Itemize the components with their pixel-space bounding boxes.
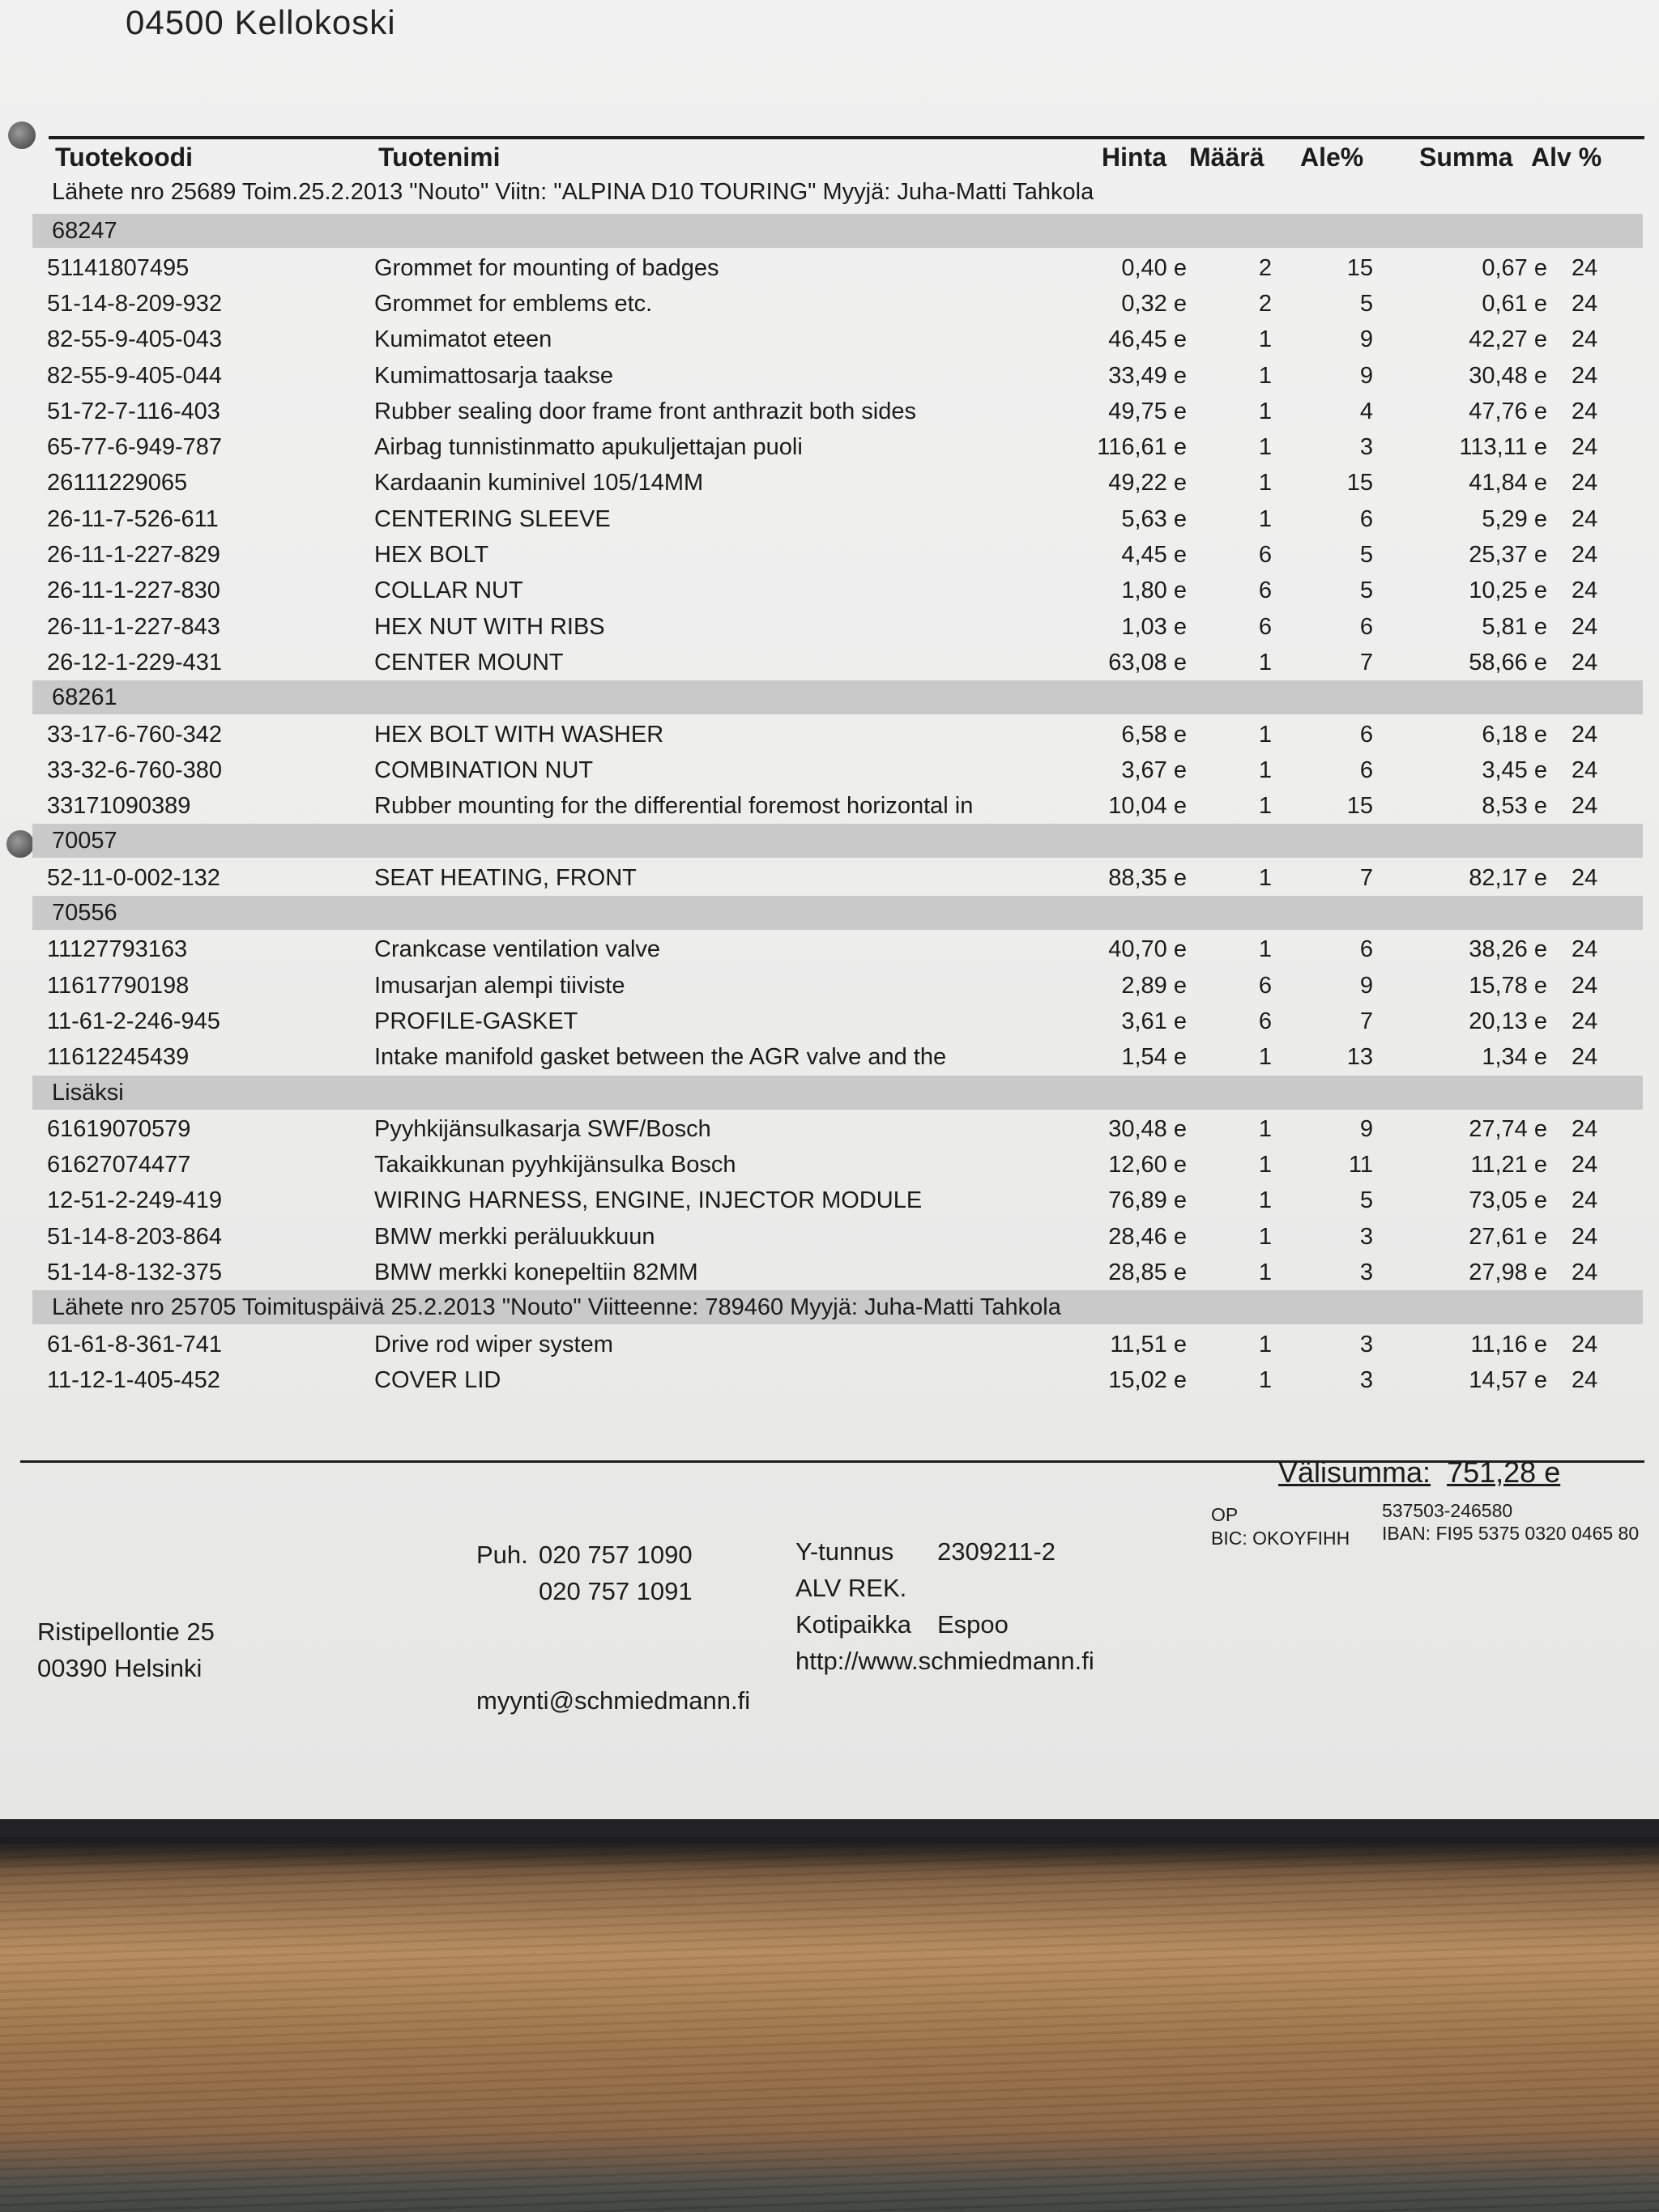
cell-price: 3,67 e xyxy=(1121,757,1187,783)
table-row xyxy=(0,1111,1659,1147)
cell-qty: 6 xyxy=(1258,1008,1272,1034)
bank-iban: IBAN: FI95 5375 0320 0465 80 xyxy=(1382,1523,1640,1544)
cell-discount: 13 xyxy=(1346,1044,1373,1071)
cell-qty: 1 xyxy=(1258,649,1272,676)
cell-code: 82-55-9-405-044 xyxy=(47,362,223,389)
cell-name: BMW merkki peräluukkuun xyxy=(374,1223,655,1250)
cell-discount: 5 xyxy=(1359,1187,1373,1214)
cell-qty: 1 xyxy=(1258,757,1272,783)
phone-label: Puh. xyxy=(476,1541,528,1569)
cell-code: 51141807495 xyxy=(47,254,190,281)
table-row xyxy=(0,1183,1659,1218)
bank-bic: BIC: OKOYFIHH xyxy=(1211,1528,1350,1549)
cell-price: 33,49 e xyxy=(1108,362,1187,389)
table-row xyxy=(0,1327,1659,1362)
cell-price: 30,48 e xyxy=(1108,1115,1187,1142)
cell-discount: 15 xyxy=(1346,254,1373,281)
cell-discount: 9 xyxy=(1359,972,1373,999)
bank-name: OP xyxy=(1211,1504,1239,1525)
table-row xyxy=(0,286,1659,322)
cell-price: 116,61 e xyxy=(1097,434,1187,461)
cell-code: 26111229065 xyxy=(47,470,188,497)
binder-ring-icon xyxy=(8,121,36,149)
website-link[interactable]: http://www.schmiedmann.fi xyxy=(795,1647,1094,1675)
alv-registration: ALV REK. xyxy=(795,1574,907,1602)
cell-discount: 3 xyxy=(1359,1259,1373,1285)
cell-price: 4,45 e xyxy=(1121,542,1187,568)
cell-sum: 3,45 e xyxy=(1482,757,1547,783)
cell-name: Drive rod wiper system xyxy=(374,1331,613,1357)
cell-qty: 1 xyxy=(1258,362,1272,389)
cell-vat: 24 xyxy=(1572,936,1598,963)
cell-discount: 6 xyxy=(1359,936,1373,963)
cell-vat: 24 xyxy=(1572,793,1598,820)
cell-vat: 24 xyxy=(1572,290,1598,317)
cell-name: Kumimattosarja taakse xyxy=(374,362,613,389)
cell-code: 11617790198 xyxy=(47,972,190,999)
cell-vat: 24 xyxy=(1572,398,1598,424)
cell-code: 11-61-2-246-945 xyxy=(47,1008,220,1034)
subtotal-value: 751,28 e xyxy=(1447,1455,1561,1489)
column-header-vat: Alv % xyxy=(1531,143,1602,172)
cell-sum: 41,84 e xyxy=(1469,470,1547,497)
cell-sum: 6,18 e xyxy=(1482,721,1547,748)
subtotal-label: Välisumma: xyxy=(1278,1455,1431,1489)
cell-vat: 24 xyxy=(1572,326,1598,353)
table-row xyxy=(0,322,1659,357)
cell-code: 11612245439 xyxy=(47,1044,190,1071)
cell-discount: 11 xyxy=(1348,1152,1373,1178)
cell-price: 49,75 e xyxy=(1108,398,1187,424)
kotipaikka-value: Espoo xyxy=(937,1610,1009,1639)
cell-discount: 6 xyxy=(1359,721,1373,748)
cell-code: 33171090389 xyxy=(47,793,191,820)
group-label-band xyxy=(32,824,1643,858)
binder-ring-icon xyxy=(6,830,34,858)
cell-price: 76,89 e xyxy=(1108,1187,1187,1214)
cell-code: 26-11-1-227-829 xyxy=(47,542,220,568)
cell-price: 6,58 e xyxy=(1121,721,1187,748)
cell-name: COLLAR NUT xyxy=(374,578,523,604)
cell-sum: 42,27 e xyxy=(1469,326,1547,353)
bank-account: 537503-246580 xyxy=(1382,1500,1513,1521)
cell-vat: 24 xyxy=(1572,362,1598,389)
cell-price: 11,51 e xyxy=(1110,1331,1187,1357)
cell-vat: 24 xyxy=(1572,1008,1598,1034)
table-row xyxy=(0,968,1659,1004)
table-row xyxy=(0,394,1659,429)
delivery-note-1: Lähete nro 25689 Toim.25.2.2013 "Nouto" Viitn: "ALPINA D10 TOURING" Myyjä: Juha-Matti Tahkola xyxy=(52,179,1094,205)
cell-name: COMBINATION NUT xyxy=(374,757,594,783)
table-row xyxy=(0,358,1659,394)
cell-name: Kumimatot eteen xyxy=(374,326,552,353)
cell-name: Pyyhkijänsulkasarja SWF/Bosch xyxy=(374,1115,711,1142)
street-address: Ristipellontie 25 xyxy=(37,1617,215,1646)
cell-discount: 6 xyxy=(1359,505,1373,532)
cell-discount: 3 xyxy=(1359,434,1373,461)
table-row xyxy=(0,609,1659,645)
table-row xyxy=(0,788,1659,824)
cell-discount: 15 xyxy=(1346,470,1373,497)
cell-sum: 30,48 e xyxy=(1469,362,1547,389)
cell-sum: 5,81 e xyxy=(1482,613,1547,640)
ytunnus-value: 2309211-2 xyxy=(937,1537,1056,1566)
cell-sum: 27,61 e xyxy=(1469,1223,1547,1250)
cell-name: SEAT HEATING, FRONT xyxy=(374,864,637,891)
cell-name: CENTERING SLEEVE xyxy=(374,505,611,532)
cell-code: 82-55-9-405-043 xyxy=(47,326,223,353)
cell-qty: 1 xyxy=(1258,1115,1272,1142)
cell-sum: 11,21 e xyxy=(1470,1152,1547,1178)
cell-qty: 6 xyxy=(1258,613,1272,640)
cell-name: Takaikkunan pyyhkijänsulka Bosch xyxy=(374,1152,736,1178)
cell-discount: 9 xyxy=(1359,1115,1373,1142)
cell-sum: 11,16 e xyxy=(1470,1331,1547,1357)
table-row xyxy=(0,1219,1659,1255)
cell-code: 33-32-6-760-380 xyxy=(47,757,223,783)
group-label-band xyxy=(32,1076,1643,1110)
cell-discount: 3 xyxy=(1359,1331,1373,1357)
cell-vat: 24 xyxy=(1572,649,1598,676)
cell-name: CENTER MOUNT xyxy=(374,649,564,676)
cell-price: 1,54 e xyxy=(1121,1044,1187,1071)
cell-name: HEX BOLT xyxy=(374,542,489,568)
table-row xyxy=(0,465,1659,501)
cell-sum: 73,05 e xyxy=(1469,1187,1547,1214)
cell-sum: 38,26 e xyxy=(1469,936,1547,963)
cell-price: 12,60 e xyxy=(1108,1152,1187,1178)
table-row xyxy=(0,573,1659,608)
cell-name: Intake manifold gasket between the AGR valve and the xyxy=(374,1044,947,1071)
cell-name: Crankcase ventilation valve xyxy=(374,936,661,963)
cell-discount: 9 xyxy=(1359,362,1373,389)
cell-qty: 1 xyxy=(1258,864,1272,891)
subtotal xyxy=(1278,1455,1560,1490)
cell-qty: 1 xyxy=(1258,1331,1272,1357)
cell-vat: 24 xyxy=(1572,254,1598,281)
cell-vat: 24 xyxy=(1572,1187,1598,1214)
cell-vat: 24 xyxy=(1572,1152,1598,1178)
cell-sum: 8,53 e xyxy=(1482,793,1547,820)
kotipaikka-label: Kotipaikka xyxy=(795,1610,912,1639)
cell-name: BMW merkki konepeltiin 82MM xyxy=(374,1259,698,1285)
cell-sum: 113,11 e xyxy=(1459,434,1547,461)
cell-name: PROFILE-GASKET xyxy=(374,1008,578,1034)
cell-code: 52-11-0-002-132 xyxy=(47,864,220,891)
cell-price: 15,02 e xyxy=(1108,1366,1187,1393)
cell-price: 88,35 e xyxy=(1108,864,1187,891)
cell-qty: 2 xyxy=(1258,290,1272,317)
cell-code: 61-61-8-361-741 xyxy=(47,1331,223,1357)
cell-qty: 1 xyxy=(1258,1152,1272,1178)
cell-sum: 5,29 e xyxy=(1482,505,1547,532)
cell-price: 63,08 e xyxy=(1108,649,1187,676)
cell-sum: 0,67 e xyxy=(1482,254,1547,281)
cell-vat: 24 xyxy=(1572,757,1598,783)
cell-qty: 1 xyxy=(1258,1366,1272,1393)
cell-vat: 24 xyxy=(1572,1259,1598,1285)
group-label: Lisäksi xyxy=(52,1079,124,1106)
cell-name: Imusarjan alempi tiiviste xyxy=(374,972,625,999)
cell-sum: 10,25 e xyxy=(1469,578,1547,604)
cell-qty: 1 xyxy=(1258,721,1272,748)
cell-discount: 7 xyxy=(1359,864,1373,891)
cell-sum: 15,78 e xyxy=(1469,972,1547,999)
cell-vat: 24 xyxy=(1572,578,1598,604)
cell-vat: 24 xyxy=(1572,1366,1598,1393)
cell-code: 26-11-1-227-830 xyxy=(47,578,220,604)
cell-price: 28,46 e xyxy=(1108,1223,1187,1250)
cell-price: 49,22 e xyxy=(1108,470,1187,497)
group-label-band xyxy=(32,214,1643,248)
table-top-rule xyxy=(49,136,1644,139)
ytunnus-label: Y-tunnus xyxy=(795,1537,894,1566)
table-row xyxy=(0,645,1659,680)
group-label: 70057 xyxy=(52,828,117,855)
cell-qty: 1 xyxy=(1258,434,1272,461)
cell-name: Grommet for mounting of badges xyxy=(374,254,719,281)
cell-vat: 24 xyxy=(1572,1331,1598,1357)
cell-price: 10,04 e xyxy=(1108,793,1187,820)
cell-qty: 1 xyxy=(1258,1187,1272,1214)
cell-price: 46,45 e xyxy=(1108,326,1187,353)
cell-vat: 24 xyxy=(1572,613,1598,640)
cell-code: 33-17-6-760-342 xyxy=(47,721,223,748)
cell-code: 26-11-7-526-611 xyxy=(47,505,219,532)
cell-code: 51-14-8-132-375 xyxy=(47,1259,223,1285)
cell-discount: 7 xyxy=(1359,1008,1373,1034)
cell-discount: 5 xyxy=(1359,578,1373,604)
cell-vat: 24 xyxy=(1572,1115,1598,1142)
cell-vat: 24 xyxy=(1572,721,1598,748)
cell-code: 26-11-1-227-843 xyxy=(47,613,220,640)
cell-code: 61619070579 xyxy=(47,1115,191,1142)
table-row xyxy=(0,860,1659,896)
cell-qty: 1 xyxy=(1258,1044,1272,1071)
cell-vat: 24 xyxy=(1572,470,1598,497)
cell-discount: 5 xyxy=(1359,290,1373,317)
cell-price: 0,32 e xyxy=(1121,290,1187,317)
table-row xyxy=(0,931,1659,967)
cell-qty: 1 xyxy=(1258,470,1272,497)
cell-sum: 1,34 e xyxy=(1482,1044,1547,1071)
cell-code: 26-12-1-229-431 xyxy=(47,649,223,676)
cell-discount: 3 xyxy=(1359,1366,1373,1393)
group-label: 68261 xyxy=(52,684,117,711)
cell-name: Grommet for emblems etc. xyxy=(374,290,653,317)
cell-name: Kardaanin kuminivel 105/14MM xyxy=(374,470,704,497)
cell-price: 1,03 e xyxy=(1121,613,1187,640)
phone-2: 020 757 1091 xyxy=(539,1577,693,1605)
cell-qty: 6 xyxy=(1258,542,1272,568)
group-label-band xyxy=(32,896,1643,930)
cell-vat: 24 xyxy=(1572,1044,1598,1071)
table-row xyxy=(0,250,1659,286)
cell-code: 51-14-8-209-932 xyxy=(47,290,223,317)
cell-vat: 24 xyxy=(1572,434,1598,461)
cell-price: 5,63 e xyxy=(1121,505,1187,532)
table-row xyxy=(0,1004,1659,1039)
city-address: 00390 Helsinki xyxy=(37,1654,203,1682)
group-label: 68247 xyxy=(52,218,117,245)
cell-name: HEX NUT WITH RIBS xyxy=(374,613,605,640)
cell-code: 51-14-8-203-864 xyxy=(47,1223,223,1250)
wooden-desk xyxy=(0,1839,1659,2212)
cell-price: 3,61 e xyxy=(1121,1008,1187,1034)
table-row xyxy=(0,1039,1659,1075)
table-row xyxy=(0,752,1659,788)
cell-qty: 1 xyxy=(1258,505,1272,532)
table-row xyxy=(0,717,1659,752)
cell-name: Airbag tunnistinmatto apukuljettajan puoli xyxy=(374,434,803,461)
cell-qty: 6 xyxy=(1258,578,1272,604)
table-row xyxy=(0,429,1659,465)
cell-name: Rubber mounting for the differential foremost horizontal in xyxy=(374,793,974,820)
cell-name: WIRING HARNESS, ENGINE, INJECTOR MODULE xyxy=(374,1187,923,1214)
cell-sum: 27,98 e xyxy=(1469,1259,1547,1285)
column-header-qty: Määrä xyxy=(1189,143,1265,172)
cell-sum: 27,74 e xyxy=(1469,1115,1547,1142)
cell-qty: 1 xyxy=(1258,793,1272,820)
table-row xyxy=(0,501,1659,537)
column-header-discount: Ale% xyxy=(1300,143,1364,172)
cell-price: 28,85 e xyxy=(1108,1259,1187,1285)
cell-discount: 6 xyxy=(1359,757,1373,783)
cell-discount: 4 xyxy=(1359,398,1373,424)
cell-vat: 24 xyxy=(1572,972,1598,999)
cell-sum: 20,13 e xyxy=(1469,1008,1547,1034)
cell-qty: 1 xyxy=(1258,936,1272,963)
cell-vat: 24 xyxy=(1572,505,1598,532)
table-row xyxy=(0,1147,1659,1183)
cell-code: 51-72-7-116-403 xyxy=(47,398,220,424)
cell-price: 1,80 e xyxy=(1121,578,1187,604)
cell-qty: 1 xyxy=(1258,1259,1272,1285)
column-header-name: Tuotenimi xyxy=(378,143,501,172)
cell-sum: 58,66 e xyxy=(1469,649,1547,676)
cell-qty: 1 xyxy=(1258,326,1272,353)
cell-name: COVER LID xyxy=(374,1366,501,1393)
cell-code: 12-51-2-249-419 xyxy=(47,1187,223,1214)
cell-vat: 24 xyxy=(1572,542,1598,568)
cell-code: 61627074477 xyxy=(47,1152,191,1178)
cell-qty: 1 xyxy=(1258,398,1272,424)
column-header-sum: Summa xyxy=(1419,143,1513,172)
cell-sum: 47,76 e xyxy=(1469,398,1547,424)
column-header-code: Tuotekoodi xyxy=(55,143,194,172)
table-row xyxy=(0,1255,1659,1290)
delivery-note-2: Lähete nro 25705 Toimituspäivä 25.2.2013 "Nouto" Viitteenne: 789460 Myyjä: Juha-Matti Tahkola xyxy=(52,1294,1061,1321)
cell-sum: 82,17 e xyxy=(1469,864,1547,891)
cell-discount: 15 xyxy=(1346,793,1373,820)
cell-discount: 6 xyxy=(1359,613,1373,640)
phone-1: 020 757 1090 xyxy=(539,1541,693,1569)
group-label: 70556 xyxy=(52,900,117,926)
cell-discount: 7 xyxy=(1359,649,1373,676)
customer-address: 04500 Kellokoski xyxy=(126,3,396,41)
cell-name: HEX BOLT WITH WASHER xyxy=(374,721,664,748)
cell-qty: 6 xyxy=(1258,972,1272,999)
cell-price: 2,89 e xyxy=(1121,972,1187,999)
email: myynti@schmiedmann.fi xyxy=(476,1686,751,1715)
cell-discount: 3 xyxy=(1359,1223,1373,1250)
cell-code: 65-77-6-949-787 xyxy=(47,434,223,461)
cell-discount: 5 xyxy=(1359,542,1373,568)
cell-sum: 25,37 e xyxy=(1469,542,1547,568)
cell-discount: 9 xyxy=(1359,326,1373,353)
cell-sum: 14,57 e xyxy=(1469,1366,1547,1393)
cell-name: Rubber sealing door frame front anthrazit both sides xyxy=(374,398,916,424)
desk-shadow xyxy=(0,1837,1659,1869)
cell-qty: 1 xyxy=(1258,1223,1272,1250)
cell-sum: 0,61 e xyxy=(1482,290,1547,317)
cell-code: 11-12-1-405-452 xyxy=(47,1366,220,1393)
cell-qty: 2 xyxy=(1258,254,1272,281)
cell-code: 11127793163 xyxy=(47,936,188,963)
group-label-band xyxy=(32,680,1643,714)
cell-price: 0,40 e xyxy=(1121,254,1187,281)
cell-price: 40,70 e xyxy=(1108,936,1187,963)
cell-vat: 24 xyxy=(1572,1223,1598,1250)
column-header-price: Hinta xyxy=(1102,143,1166,172)
cell-vat: 24 xyxy=(1572,864,1598,891)
table-row xyxy=(0,537,1659,573)
table-row xyxy=(0,1362,1659,1398)
